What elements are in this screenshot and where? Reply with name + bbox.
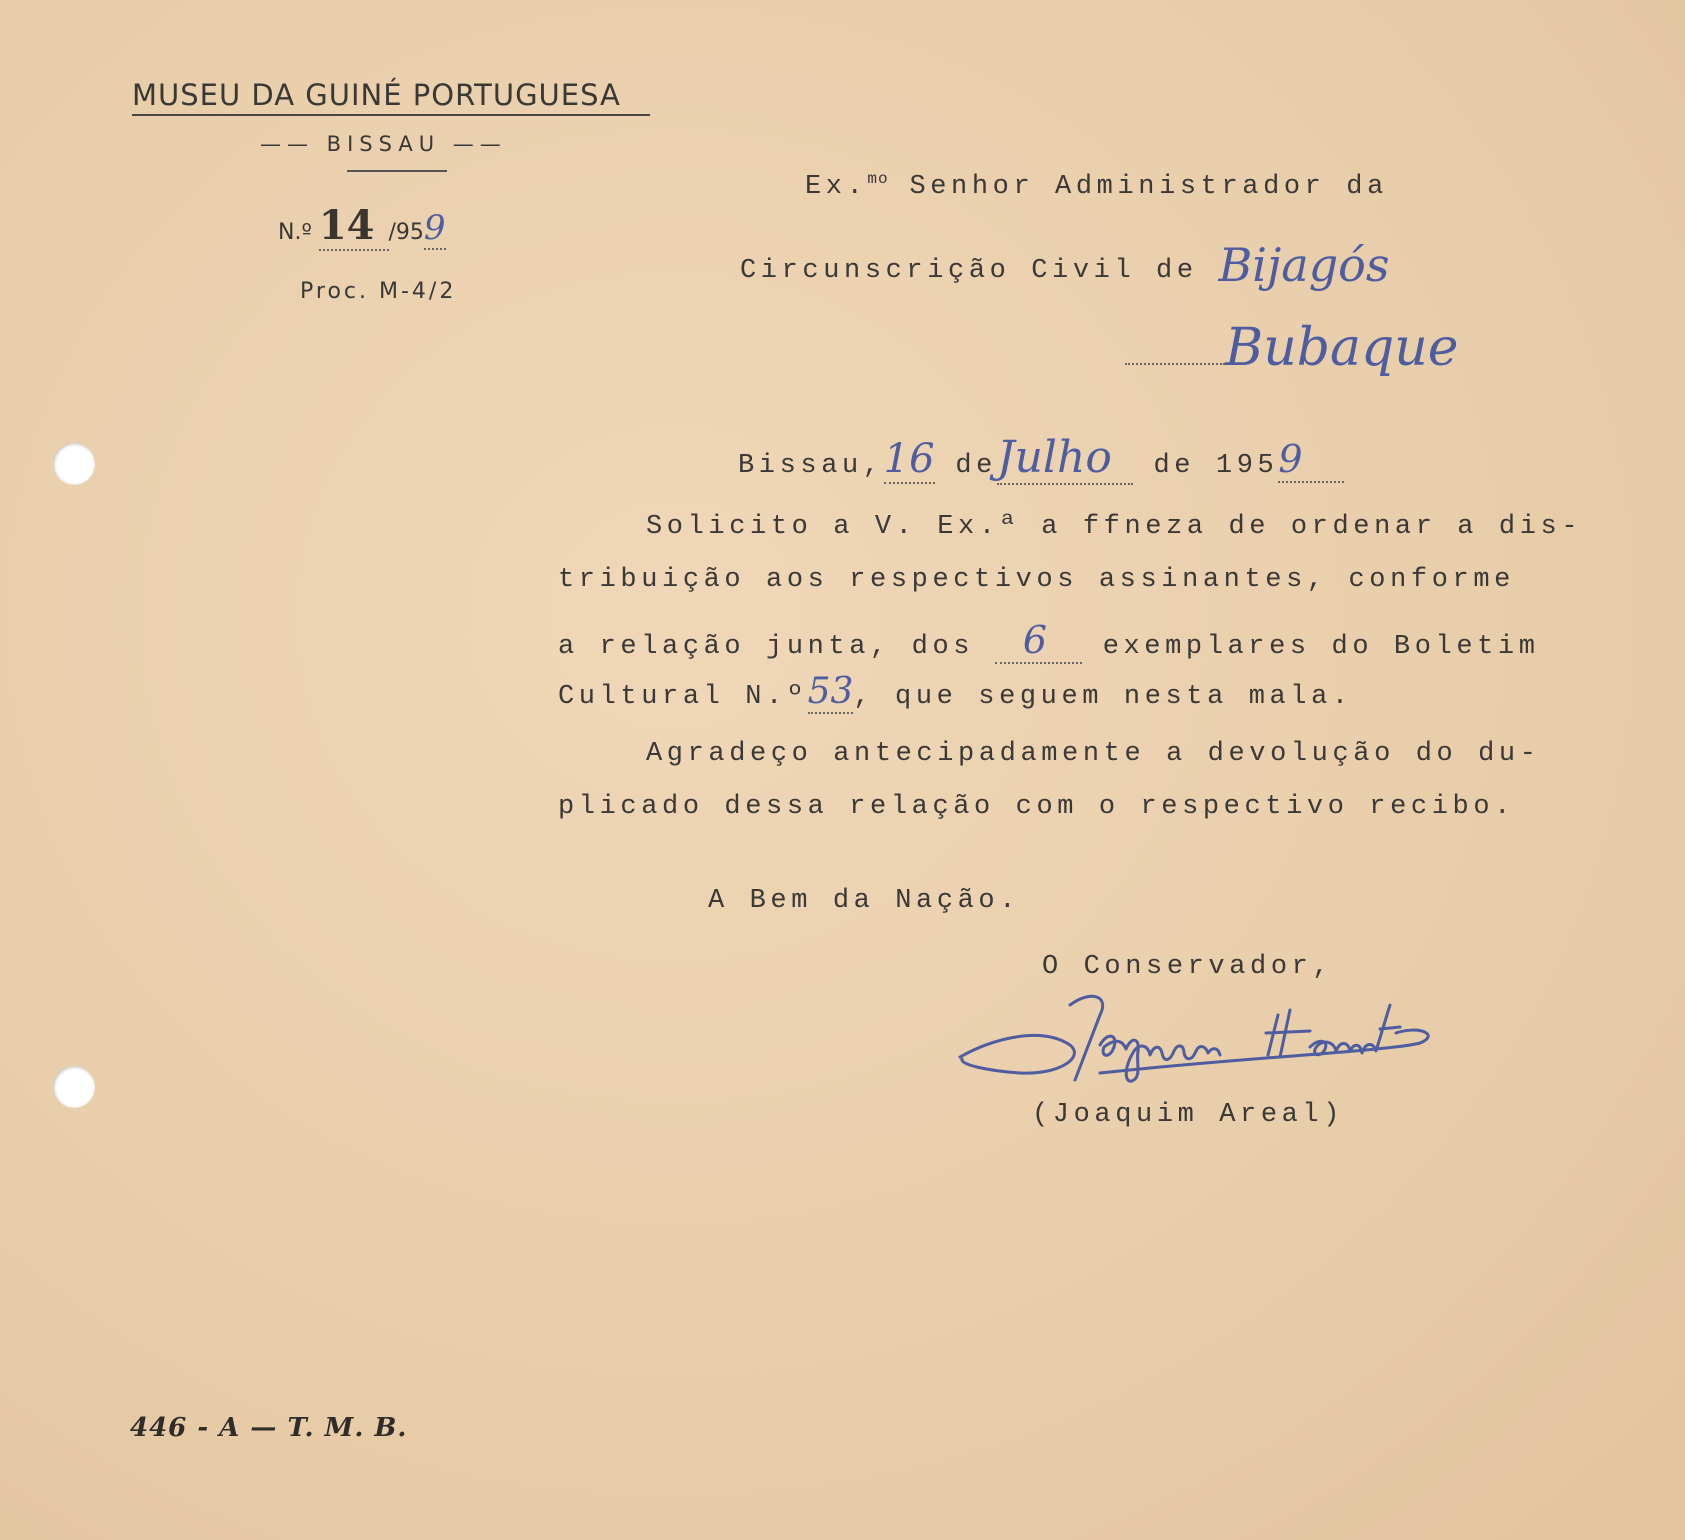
- body-line-3-text-a: a relação junta, dos: [558, 632, 975, 662]
- copies-quantity-handwritten: 6: [1022, 618, 1048, 662]
- reference-number-value: 14: [318, 202, 375, 249]
- reference-number: [278, 202, 446, 251]
- address-line-2: [740, 234, 1390, 292]
- address-title: Ex.: [805, 172, 868, 202]
- closing-role: O Conservador,: [1042, 952, 1334, 982]
- reference-number-field: [319, 202, 389, 251]
- date-de-1: de: [955, 451, 997, 481]
- punch-hole-bottom: [53, 1066, 95, 1108]
- form-code: 446 - A — T. M. B.: [130, 1413, 408, 1443]
- body-paragraph-1-line-2: tribuição aos respectivos assinantes, conforme: [558, 565, 1515, 595]
- date-year-handwritten: 9: [1278, 437, 1303, 481]
- closing-salute: A Bem da Nação.: [708, 886, 1021, 916]
- handwritten-signature: [950, 985, 1510, 1095]
- body-line-4-text-b: , que seguem nesta mala.: [853, 682, 1353, 712]
- address-recipient: Senhor Administrador da: [909, 172, 1388, 202]
- date-city: Bissau,: [738, 451, 884, 481]
- date-year-printed: 195: [1215, 451, 1279, 481]
- address-line-3: [1125, 318, 1459, 378]
- museum-name: MUSEU DA GUINÉ PORTUGUESA: [132, 78, 650, 116]
- address-line-1: [805, 170, 1388, 202]
- museum-city: —— BISSAU ——: [260, 132, 507, 156]
- date-month-handwritten: Julho: [996, 432, 1112, 483]
- body-paragraph-2-line-1: Agradeço antecipadamente a devolução do du-: [646, 739, 1541, 769]
- date-day-handwritten: 16: [883, 436, 935, 482]
- address-title-superscript: mo: [867, 170, 889, 188]
- reference-year-printed: /95: [388, 220, 424, 245]
- bulletin-number-handwritten: 53: [807, 671, 854, 712]
- body-line-3-text-b: exemplares do Boletim: [1102, 632, 1540, 662]
- body-paragraph-1-line-4: [558, 671, 1353, 714]
- process-reference: Proc. M-4/2: [300, 279, 457, 304]
- signatory-name: (Joaquim Areal): [1032, 1100, 1345, 1130]
- body-paragraph-2-line-2: plicado dessa relação com o respectivo recibo.: [558, 792, 1515, 822]
- letterhead-rule: [347, 170, 447, 172]
- punch-hole-top: [53, 443, 95, 485]
- reference-prefix: N.º: [278, 220, 312, 245]
- date-de-2: de: [1153, 451, 1196, 481]
- address-place-handwritten: Bubaque: [1225, 318, 1459, 378]
- address-district-handwritten: Bijagós: [1218, 238, 1390, 292]
- body-line-4-text-a: Cultural N.º: [558, 682, 808, 712]
- body-paragraph-1-line-3: [558, 618, 1540, 664]
- address-district-label: Circunscrição Civil de: [740, 256, 1198, 286]
- date-line: [738, 432, 1344, 485]
- body-paragraph-1-line-1: Solicito a V. Ex.ª a ffneza de ordenar a dis-: [646, 512, 1583, 542]
- reference-year-handwritten: 9: [423, 208, 446, 248]
